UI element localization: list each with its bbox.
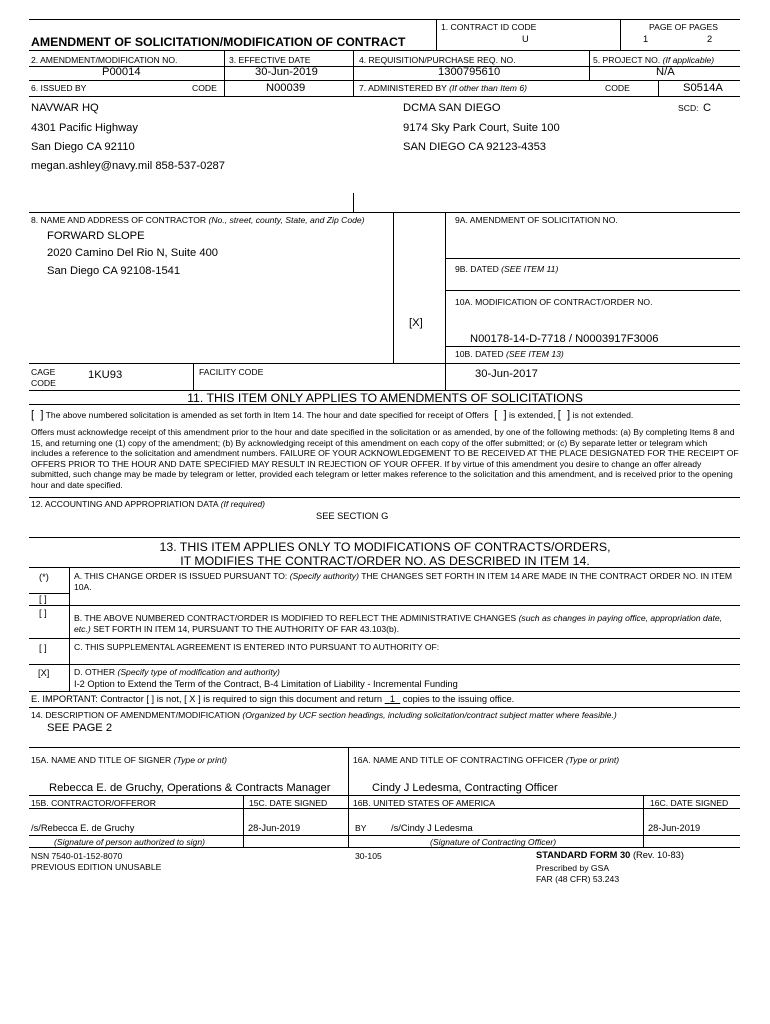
- contractor-line-2: 2020 Camino Del Rio N, Suite 400: [47, 247, 219, 259]
- scd-value: C: [703, 102, 712, 114]
- item-14-value: SEE PAGE 2: [47, 722, 113, 734]
- item-16a-label-note: (Type or print): [565, 755, 620, 765]
- footer-standard-form: [536, 850, 684, 860]
- item-13d-check: [X]: [38, 668, 50, 678]
- administered-by-code-label: CODE: [605, 83, 630, 93]
- item-10a-value: N00178-14-D-7718 / N0003917F3006: [470, 333, 659, 345]
- item-13b-check: [ ]: [39, 608, 47, 618]
- item-16b-by: BY: [355, 823, 367, 833]
- item-13c-check: [ ]: [39, 643, 47, 653]
- item-11-extended: is extended,: [509, 410, 556, 420]
- page-of-pages-label: PAGE OF PAGES: [649, 22, 718, 32]
- project-no-value: N/A: [656, 66, 675, 78]
- footer-form-number: 30-105: [355, 851, 382, 861]
- item-13b-text-1: B. THE ABOVE NUMBERED CONTRACT/ORDER IS MODIFIED TO REFLECT THE ADMINISTRATIVE CHANGES: [74, 613, 517, 623]
- item-13-heading-2: IT MODIFIES THE CONTRACT/ORDER NO. AS DESCRIBED IN ITEM 14.: [180, 554, 590, 568]
- item-13b-text-2: SET FORTH IN ITEM 14, PURSUANT TO THE AUTHORITY OF FAR 43.103(b).: [93, 624, 400, 635]
- item-11-bracket-2: [ ]: [491, 409, 507, 421]
- issued-by-code: N00039: [266, 82, 306, 94]
- item-15a-value: Rebecca E. de Gruchy, Operations & Contracts Manager: [49, 782, 331, 794]
- footer-nsn: NSN 7540-01-152-8070: [31, 851, 123, 861]
- item-10b-label: [455, 349, 564, 359]
- item-15a-label: [31, 755, 227, 765]
- item-e-is-not: is not,: [156, 694, 182, 704]
- page-number: 1: [643, 34, 649, 44]
- item-11-line-1: [31, 409, 633, 421]
- cage-code-value: 1KU93: [88, 369, 123, 381]
- item-12-label: [31, 499, 265, 509]
- scd-label: SCD:: [678, 103, 699, 113]
- administered-by-code: S0514A: [683, 82, 723, 94]
- item-16b-signature: /s/Cindy J Ledesma: [391, 823, 473, 833]
- item-13a-text-2: THE CHANGES SET FORTH IN ITEM 14 ARE MADE IN THE CONTRACT ORDER NO. IN ITEM 10A.: [74, 571, 733, 593]
- contractor-label: [31, 215, 365, 225]
- item-15a-label-text: 15A. NAME AND TITLE OF SIGNER: [31, 755, 172, 765]
- requisition-label: 4. REQUISITION/PURCHASE REQ. NO.: [359, 55, 516, 65]
- item-12-label-note: (If required): [220, 499, 266, 509]
- project-no-label: [593, 55, 714, 65]
- item-13a-text-1: A. THIS CHANGE ORDER IS ISSUED PURSUANT TO:: [74, 571, 288, 581]
- item-16b-caption: (Signature of Contracting Officer): [430, 837, 557, 847]
- item-9b-label: [455, 264, 558, 274]
- footer-prescribed: Prescribed by GSA: [536, 863, 610, 873]
- item-11-not-extended: is not extended.: [572, 410, 634, 420]
- administered-by-line-1: DCMA SAN DIEGO: [403, 102, 501, 114]
- contractor-line-1: FORWARD SLOPE: [47, 230, 145, 242]
- item-16a-value: Cindy J Ledesma, Contracting Officer: [372, 782, 558, 794]
- project-no-label-note: (If applicable): [662, 55, 715, 65]
- item-e-rest: is required to sign this document and return: [203, 694, 383, 704]
- issued-by-line-2: 4301 Pacific Highway: [31, 122, 138, 134]
- scd-field: [678, 98, 711, 116]
- footer-standard-form-name: STANDARD FORM 30: [536, 850, 631, 860]
- administered-by-line-3: SAN DIEGO CA 92123-4353: [403, 141, 547, 153]
- item-13b-text-note: (such as changes in paying office, appropriation date, etc.): [74, 613, 723, 635]
- item-e-copies: [385, 694, 401, 704]
- item-9b-label-note: (SEE ITEM 11): [501, 264, 559, 274]
- item-11-line-1-text: The above numbered solicitation is amended as set forth in Item 14. The hour and date specified for receipt of Offers: [45, 410, 489, 420]
- item-13d-label-note: (Specify type of modification and authority): [117, 667, 280, 677]
- item-16a-label-text: 16A. NAME AND TITLE OF CONTRACTING OFFICER: [353, 755, 564, 765]
- item-9a-label: 9A. AMENDMENT OF SOLICITATION NO.: [455, 215, 618, 225]
- item-10b-label-note: (SEE ITEM 13): [505, 349, 564, 359]
- project-no-label-text: 5. PROJECT NO.: [593, 55, 661, 65]
- contract-id-label: 1. CONTRACT ID CODE: [441, 22, 537, 32]
- item-e-is-check: [ X ]: [184, 694, 201, 704]
- form-title: AMENDMENT OF SOLICITATION/MODIFICATION OF CONTRACT: [31, 35, 406, 49]
- item-13c-text: C. THIS SUPPLEMENTAL AGREEMENT IS ENTERED INTO PURSUANT TO AUTHORITY OF:: [74, 642, 440, 652]
- administered-by-label-note: (If other than Item 6): [449, 83, 527, 93]
- item-10a-check: [X]: [409, 317, 423, 329]
- effective-date-value: 30-Jun-2019: [255, 66, 318, 78]
- item-15b-caption: (Signature of person authorized to sign): [54, 837, 205, 847]
- item-15b-signature: /s/Rebecca E. de Gruchy: [31, 823, 135, 833]
- item-15c-label: 15C. DATE SIGNED: [249, 798, 328, 808]
- item-14-label-note: (Organized by UCF section headings, including solicitation/contract subject matter where feasible.): [242, 710, 617, 720]
- item-10b-label-text: 10B. DATED: [455, 349, 504, 359]
- item-16a-label: [353, 755, 619, 765]
- administered-by-label-text: 7. ADMINISTERED BY: [359, 83, 447, 93]
- item-14-label: [31, 710, 617, 720]
- cage-code-label: CAGE CODE: [31, 367, 56, 388]
- issued-by-label: 6. ISSUED BY: [31, 83, 87, 93]
- item-e-important: [31, 694, 514, 704]
- item-e-copies-value: 1: [389, 694, 396, 704]
- page-total: 2: [707, 34, 713, 44]
- footer-standard-form-rev: (Rev. 10-83): [632, 850, 684, 860]
- item-11-bracket-3: [ ]: [557, 409, 571, 421]
- issued-by-line-1: NAVWAR HQ: [31, 102, 99, 114]
- item-10b-value: 30-Jun-2017: [475, 368, 538, 380]
- issued-by-line-4: megan.ashley@navy.mil 858-537-0287: [31, 160, 225, 172]
- item-13b-text: [74, 613, 738, 635]
- administered-by-label: [359, 83, 527, 93]
- item-14-label-text: 14. DESCRIPTION OF AMENDMENT/MODIFICATION: [31, 710, 240, 720]
- item-11-heading: 11. THIS ITEM ONLY APPLIES TO AMENDMENTS OF SOLICITATIONS: [187, 391, 583, 405]
- item-13a-text-note: (Specify authority): [289, 571, 359, 581]
- item-16c-value: 28-Jun-2019: [648, 823, 701, 833]
- item-13-blank-check: [ ]: [39, 594, 47, 604]
- footer-far: FAR (48 CFR) 53.243: [536, 874, 620, 884]
- administered-by-line-2: 9174 Sky Park Court, Suite 100: [403, 122, 560, 134]
- item-15c-value: 28-Jun-2019: [248, 823, 301, 833]
- item-13-heading-1: 13. THIS ITEM APPLIES ONLY TO MODIFICATIONS OF CONTRACTS/ORDERS,: [159, 540, 611, 554]
- item-15a-label-note: (Type or print): [173, 755, 227, 765]
- item-15b-label: 15B. CONTRACTOR/OFFEROR: [31, 798, 156, 808]
- item-13a-text: [74, 571, 738, 593]
- item-e-tail: copies to the issuing office.: [402, 694, 515, 704]
- contract-id-value: U: [522, 34, 529, 44]
- item-16b-label: 16B. UNITED STATES OF AMERICA: [353, 798, 495, 808]
- item-9b-label-text: 9B. DATED: [455, 264, 499, 274]
- contractor-label-text: 8. NAME AND ADDRESS OF CONTRACTOR: [31, 215, 207, 225]
- item-11-text: Offers must acknowledge receipt of this amendment prior to the hour and date specified in the solicitation or as amended, by one of the following methods: (a) By completing Items 8 and 15, and returning one (1) copy of the amendment; (b) By acknowledging receipt of this amendment on each copy of the offer submitted; or (c) By separate letter or telegram which includes a reference to the solicitation and amendment numbers. FAILURE OF YOUR ACKNOWLEDGEMENT TO BE RECEIVED AT THE PLACE DESIGNATED FOR THE RECEIPT OF OFFERS PRIOR TO THE HOUR AND DATE SPECIFIED MAY RESULT IN REJECTION OF YOUR OFFER. If by virtue of this amendment you desire to change an offer already submitted, such change may be made by telegram or letter, provided each telegram or letter makes reference to the solicitation and this amendment, and is received prior to the opening hour and date specified.: [31, 427, 739, 490]
- item-12-label-text: 12. ACCOUNTING AND APPROPRIATION DATA: [31, 499, 219, 509]
- issued-by-line-3: San Diego CA 92110: [31, 141, 135, 153]
- item-12-value: SEE SECTION G: [316, 511, 389, 521]
- item-13d-label: [74, 667, 280, 677]
- footer-previous-edition: PREVIOUS EDITION UNUSABLE: [31, 862, 162, 872]
- item-e-is-not-check: [ ]: [146, 694, 155, 704]
- contractor-label-note: (No., street, county, State, and Zip Code): [208, 215, 365, 225]
- item-10a-label: 10A. MODIFICATION OF CONTRACT/ORDER NO.: [455, 297, 653, 307]
- amendment-no-label: 2. AMENDMENT/MODIFICATION NO.: [31, 55, 178, 65]
- item-13a-check: (*): [39, 572, 49, 582]
- issued-by-code-label: CODE: [192, 83, 217, 93]
- item-16c-label: 16C. DATE SIGNED: [650, 798, 729, 808]
- item-11-bracket-1: [ ]: [31, 409, 44, 421]
- amendment-no-value: P00014: [102, 66, 141, 78]
- item-13d-value: I-2 Option to Extend the Term of the Contract, B-4 Limitation of Liability - Incremental Funding: [74, 679, 458, 689]
- contractor-line-3: San Diego CA 92108-1541: [47, 265, 181, 277]
- facility-code-label: FACILITY CODE: [199, 367, 264, 377]
- item-13d-label-text: D. OTHER: [74, 667, 116, 677]
- item-e-prefix: E. IMPORTANT: Contractor: [31, 694, 144, 704]
- effective-date-label: 3. EFFECTIVE DATE: [229, 55, 311, 65]
- requisition-value: 1300795610: [438, 66, 501, 78]
